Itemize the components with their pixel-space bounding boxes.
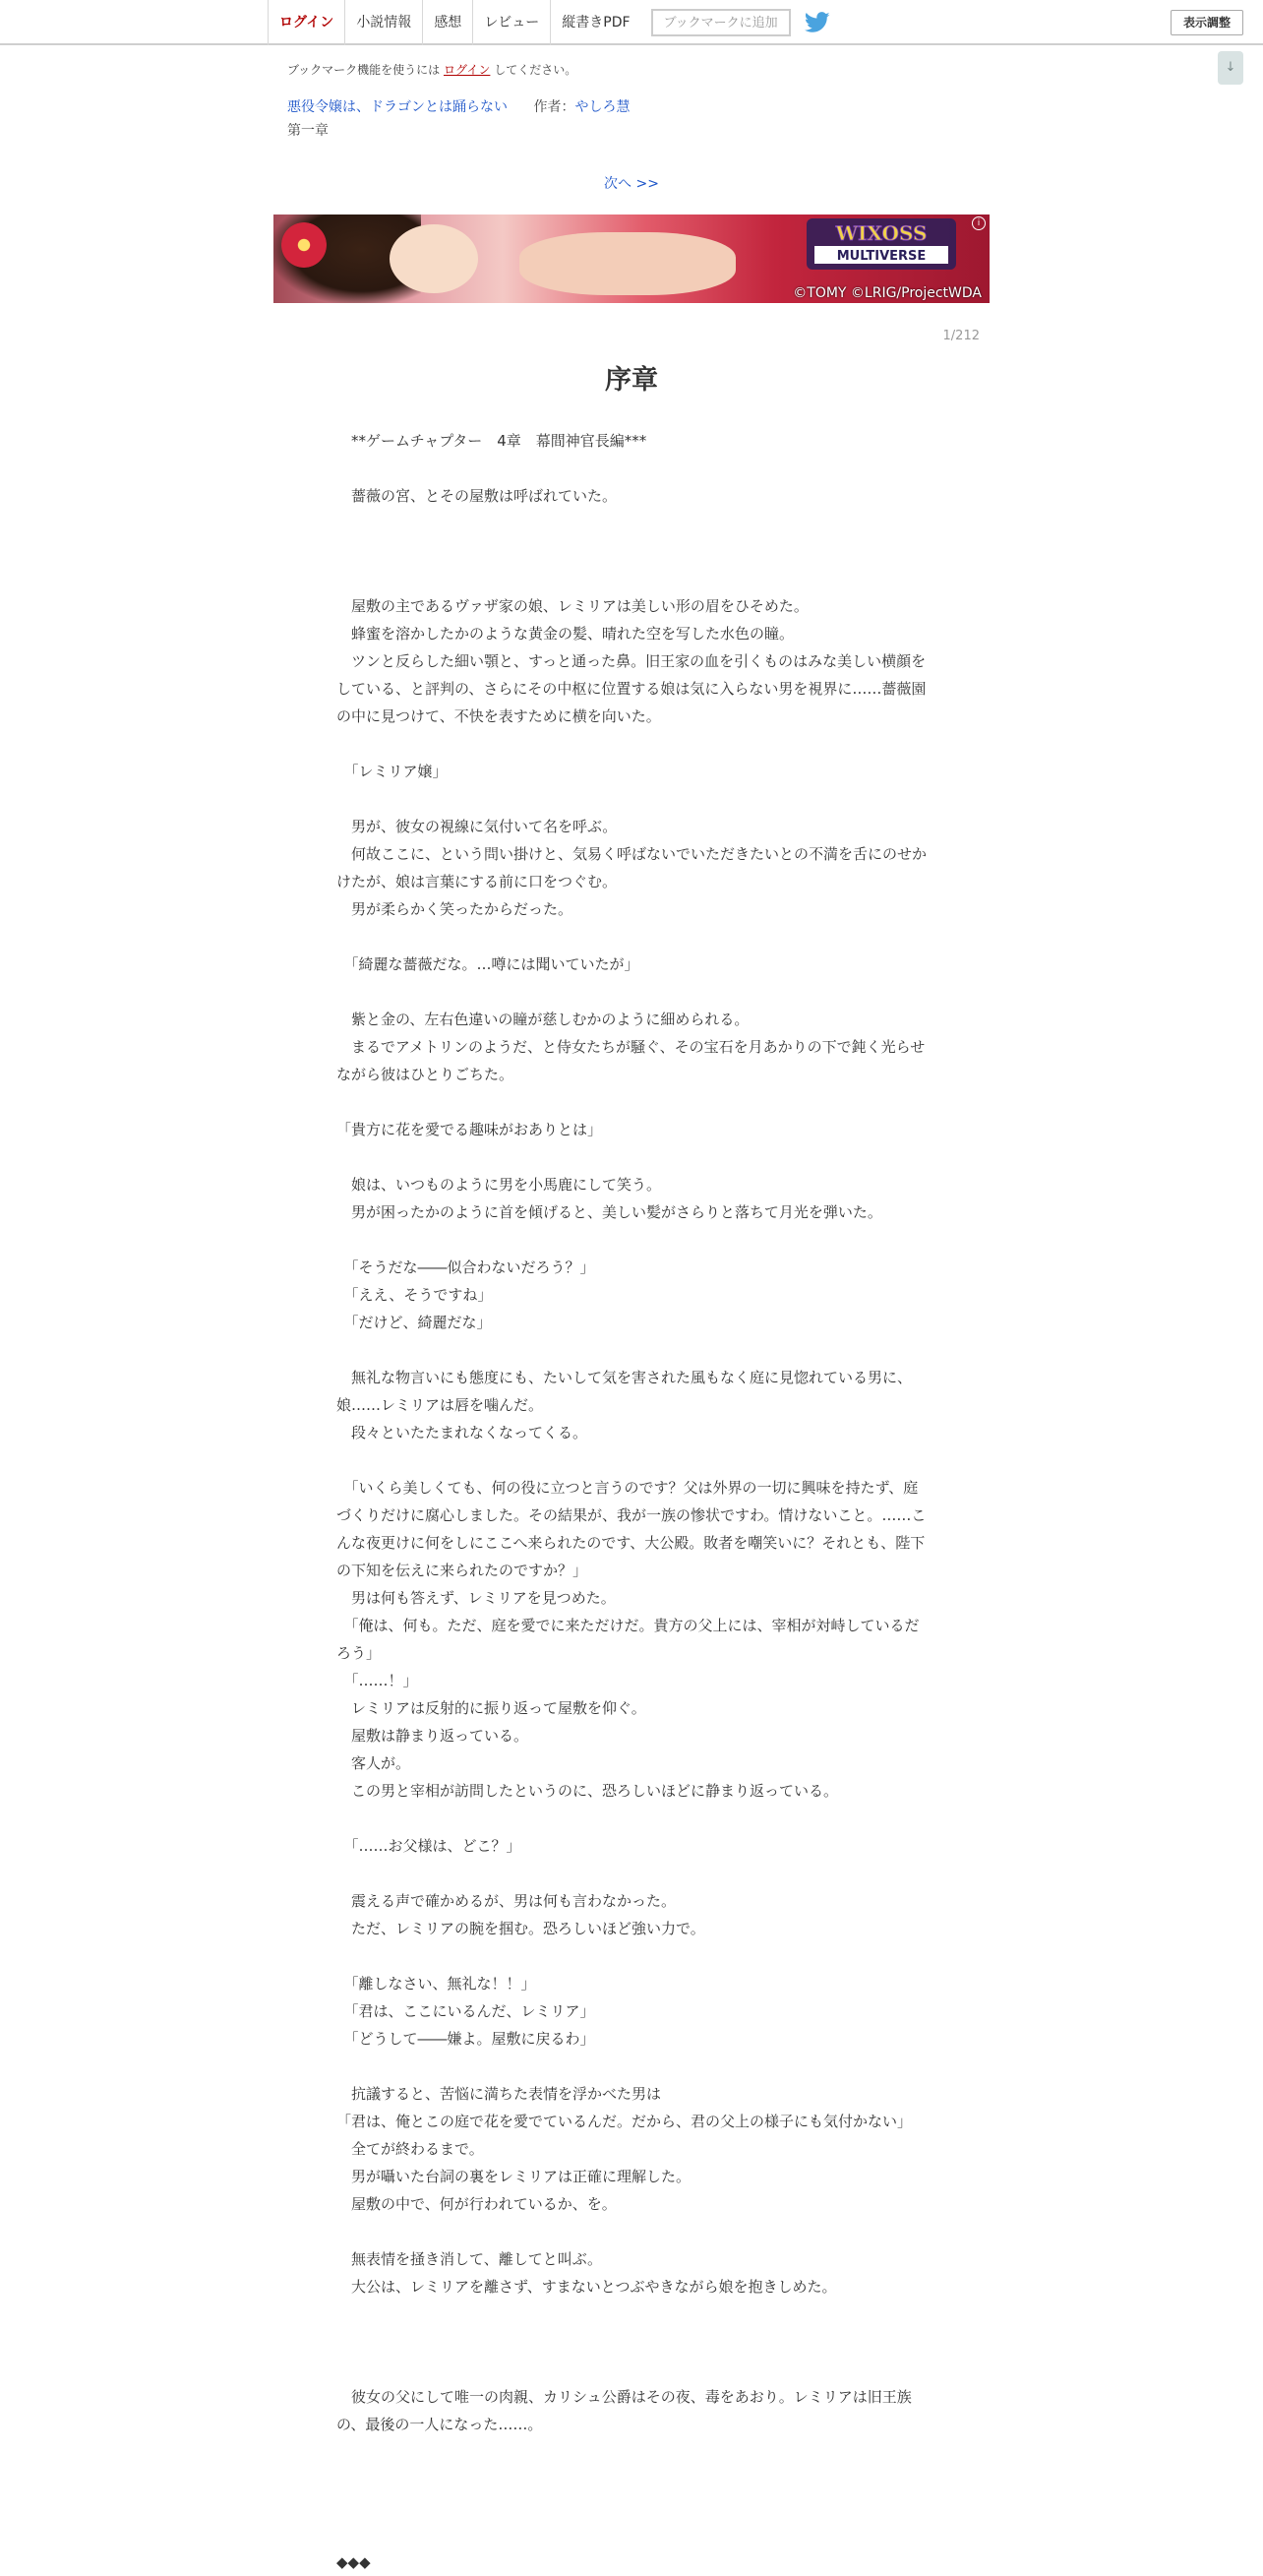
body-line <box>336 2356 927 2383</box>
body-line: この男と宰相が訪問したというのに、恐ろしいほどに静まり返っている。 <box>336 1782 839 1800</box>
add-bookmark-button[interactable]: ブックマークに追加 <box>651 9 791 36</box>
body-line <box>336 2493 927 2521</box>
body-line: 「君は、ここにいるんだ、レミリア」 <box>336 2002 595 2020</box>
body-line <box>336 2438 927 2466</box>
body-line: ただ、レミリアの腕を掴む。恐ろしいほど強い力で。 <box>336 1920 705 1937</box>
body-line: 抗議すると、苦悩に満ちた表情を浮かべた男は <box>336 2085 662 2103</box>
body-line: 「俺は、何も。ただ、庭を愛でに来ただけだ。貴方の父上には、宰相が対峙しているだろう」 <box>336 1617 920 1662</box>
body-line: 段々といたたまれなくなってくる。 <box>336 1424 588 1441</box>
body-line: 男が柔らかく笑ったからだった。 <box>336 900 573 918</box>
page-counter: 1/212 <box>942 329 980 343</box>
body-line <box>336 1805 927 1832</box>
body-line: 全てが終わるまで。 <box>336 2140 484 2158</box>
body-line: 屋敷の中で、何が行われているか、を。 <box>336 2195 617 2213</box>
body-line <box>336 978 927 1006</box>
body-line: 「……お父様は、どこ？」 <box>336 1837 521 1855</box>
novel-title-link[interactable]: 悪役令嬢は、ドラゴンとは踊らない <box>287 99 508 115</box>
body-line <box>336 2053 927 2080</box>
body-line: 「いくら美しくても、何の役に立つと言うのです？父は外界の一切に興味を持たず、庭づくりだけに腐心しました。その結果が、我が一族の惨状ですわ。情けないこと。……こんな夜更けに何をしにここへ来られたのです、大公殿。敗者を嘲笑いに？それとも、陛下の下知を伝えに来られたのですか？」 <box>336 1479 927 1579</box>
body-line: 屋敷の主であるヴァザ家の娘、レミリアは美しい形の眉をひそめた。 <box>336 597 809 615</box>
scroll-down-tab[interactable]: ↓ <box>1218 51 1243 85</box>
ad-logo-sub: MULTIVERSE <box>836 249 927 264</box>
body-line: レミリアは反射的に振り返って屋敷を仰ぐ。 <box>336 1699 646 1717</box>
body-line: まるでアメトリンのようだ、と侍女たちが騒ぐ、その宝石を月あかりの下で鈍く光らせながら彼はひとりごちた。 <box>336 1038 926 1083</box>
body-line <box>336 537 927 565</box>
body-line: 「綺麗な薔薇だな。…噂には聞いていたが」 <box>336 955 639 973</box>
body-line <box>336 2218 927 2245</box>
body-line: 彼女の父にして唯一の肉親、カリシュ公爵はその夜、毒をあおり。レミリアは旧王族の、最後の一人になった……。 <box>336 2388 912 2433</box>
body-line <box>336 785 927 813</box>
body-line: 無礼な物言いにも態度にも、たいして気を害された風もなく庭に見惚れている男に、娘……レミリアは唇を噛んだ。 <box>336 1369 913 1414</box>
author-label: 作者： <box>533 99 575 115</box>
body-line: 蜂蜜を溶かしたかのような黄金の髪、晴れた空を写した水色の瞳。 <box>336 625 795 643</box>
body-line <box>336 2466 927 2493</box>
body-line: 薔薇の宮、とその屋敷は呼ばれていた。 <box>336 487 618 505</box>
main-nav <box>268 0 832 45</box>
ad-logo-title: WIXOSS <box>835 221 928 245</box>
nav-review[interactable]: レビュー <box>472 0 550 45</box>
ad-info-icon[interactable]: i <box>972 216 986 230</box>
nav-login[interactable]: ログイン <box>268 0 344 45</box>
body-line: ◆◆◆ <box>336 2553 371 2571</box>
body-line: 無表情を掻き消して、離してと叫ぶ。 <box>336 2250 603 2268</box>
body-line: 何故ここに、という問い掛けと、気易く呼ばないでいただきたいとの不満を舌にのせかけたが、娘は言葉にする前に口をつぐむ。 <box>336 845 928 890</box>
body-line <box>336 1942 927 1970</box>
body-line: 男は何も答えず、レミリアを見つめた。 <box>336 1589 616 1607</box>
body-line: 「離しなさい、無礼な！！」 <box>336 1975 536 1993</box>
ad-banner[interactable] <box>273 215 990 303</box>
body-line: 「ええ、そうですね」 <box>336 1286 493 1304</box>
body-line <box>336 1860 927 1887</box>
ad-flower-icon <box>281 222 327 268</box>
bookmark-note-after: してください。 <box>490 63 577 77</box>
ad-copyright: ©TOMY ©LRIG/ProjectWDA <box>793 285 982 301</box>
nav-impressions[interactable]: 感想 <box>422 0 472 45</box>
body-line: 「だけど、綺麗だな」 <box>336 1314 492 1331</box>
ad-art-face <box>390 224 478 293</box>
chapter-title: 第一章 <box>287 123 329 139</box>
header-bar <box>0 0 1263 45</box>
body-line: 「……！」 <box>336 1672 418 1689</box>
body-line: **ゲームチャプター 4章 幕間神官長編*** <box>336 432 647 450</box>
body-line <box>336 2328 927 2356</box>
ad-logo <box>805 216 958 272</box>
body-line <box>336 1336 927 1364</box>
body-line <box>336 455 927 482</box>
body-line: 客人が。 <box>336 1754 411 1772</box>
body-line <box>336 565 927 592</box>
body-line: 男が、彼女の視線に気付いて名を呼ぶ。 <box>336 818 618 835</box>
body-line: 紫と金の、左右色違いの瞳が慈しむかのように細められる。 <box>336 1011 750 1028</box>
body-line <box>336 1088 927 1116</box>
body-line: 「レミリア嬢」 <box>336 763 448 780</box>
body-line <box>336 510 927 537</box>
body-line <box>336 923 927 951</box>
novel-body <box>336 427 927 2576</box>
nav-novel-info[interactable]: 小説情報 <box>344 0 422 45</box>
bookmark-note-login-link[interactable]: ログイン <box>443 63 491 77</box>
body-line: 男が困ったかのように首を傾げると、美しい髪がさらりと落ちて月光を弾いた。 <box>336 1203 882 1221</box>
ad-art-figure <box>519 232 736 295</box>
body-line: 娘は、いつものように男を小馬鹿にして笑う。 <box>336 1176 662 1194</box>
body-line <box>336 1143 927 1171</box>
body-line <box>336 2521 927 2548</box>
nav-vertical-pdf[interactable]: 縦書きPDF <box>550 0 640 45</box>
body-line <box>336 1226 927 1254</box>
body-line: 「君は、俺とこの庭で花を愛でているんだ。だから、君の父上の様子にも気付かない」 <box>336 2113 913 2130</box>
bookmark-note-before: ブックマーク機能を使うには <box>287 63 444 77</box>
body-line <box>336 730 927 758</box>
body-line: 「そうだな――似合わないだろう？」 <box>336 1258 595 1276</box>
body-line: 大公は、レミリアを離さず、すまないとつぶやきながら娘を抱きしめた。 <box>336 2278 837 2296</box>
body-line: 「どうして――嫌よ。屋敷に戻るわ」 <box>336 2030 595 2048</box>
body-line: 「貴方に花を愛でる趣味がおありとは」 <box>336 1121 603 1138</box>
novel-title-line <box>287 96 630 116</box>
episode-heading: 序章 <box>605 365 658 396</box>
bookmark-note <box>287 61 576 78</box>
display-settings-button[interactable]: 表示調整 <box>1171 10 1243 35</box>
body-line <box>336 2300 927 2328</box>
body-line: 屋敷は静まり返っている。 <box>336 1727 529 1745</box>
body-line: 男が囁いた台詞の裏をレミリアは正確に理解した。 <box>336 2168 692 2185</box>
body-line: ツンと反らした細い顎と、すっと通った鼻。旧王家の血を引くものはみな美しい横顔をしている、と評判の、さらにその中枢に位置する娘は気に入らない男を視界に……薔薇園の中に見つけて、不快を表すために横を向いた。 <box>336 652 927 725</box>
body-line <box>336 1446 927 1474</box>
body-line: 震える声で確かめるが、男は何も言わなかった。 <box>336 1892 677 1910</box>
next-page-link[interactable]: 次へ >> <box>604 176 659 192</box>
twitter-icon[interactable] <box>805 11 832 34</box>
author-link[interactable]: やしろ慧 <box>574 99 631 115</box>
